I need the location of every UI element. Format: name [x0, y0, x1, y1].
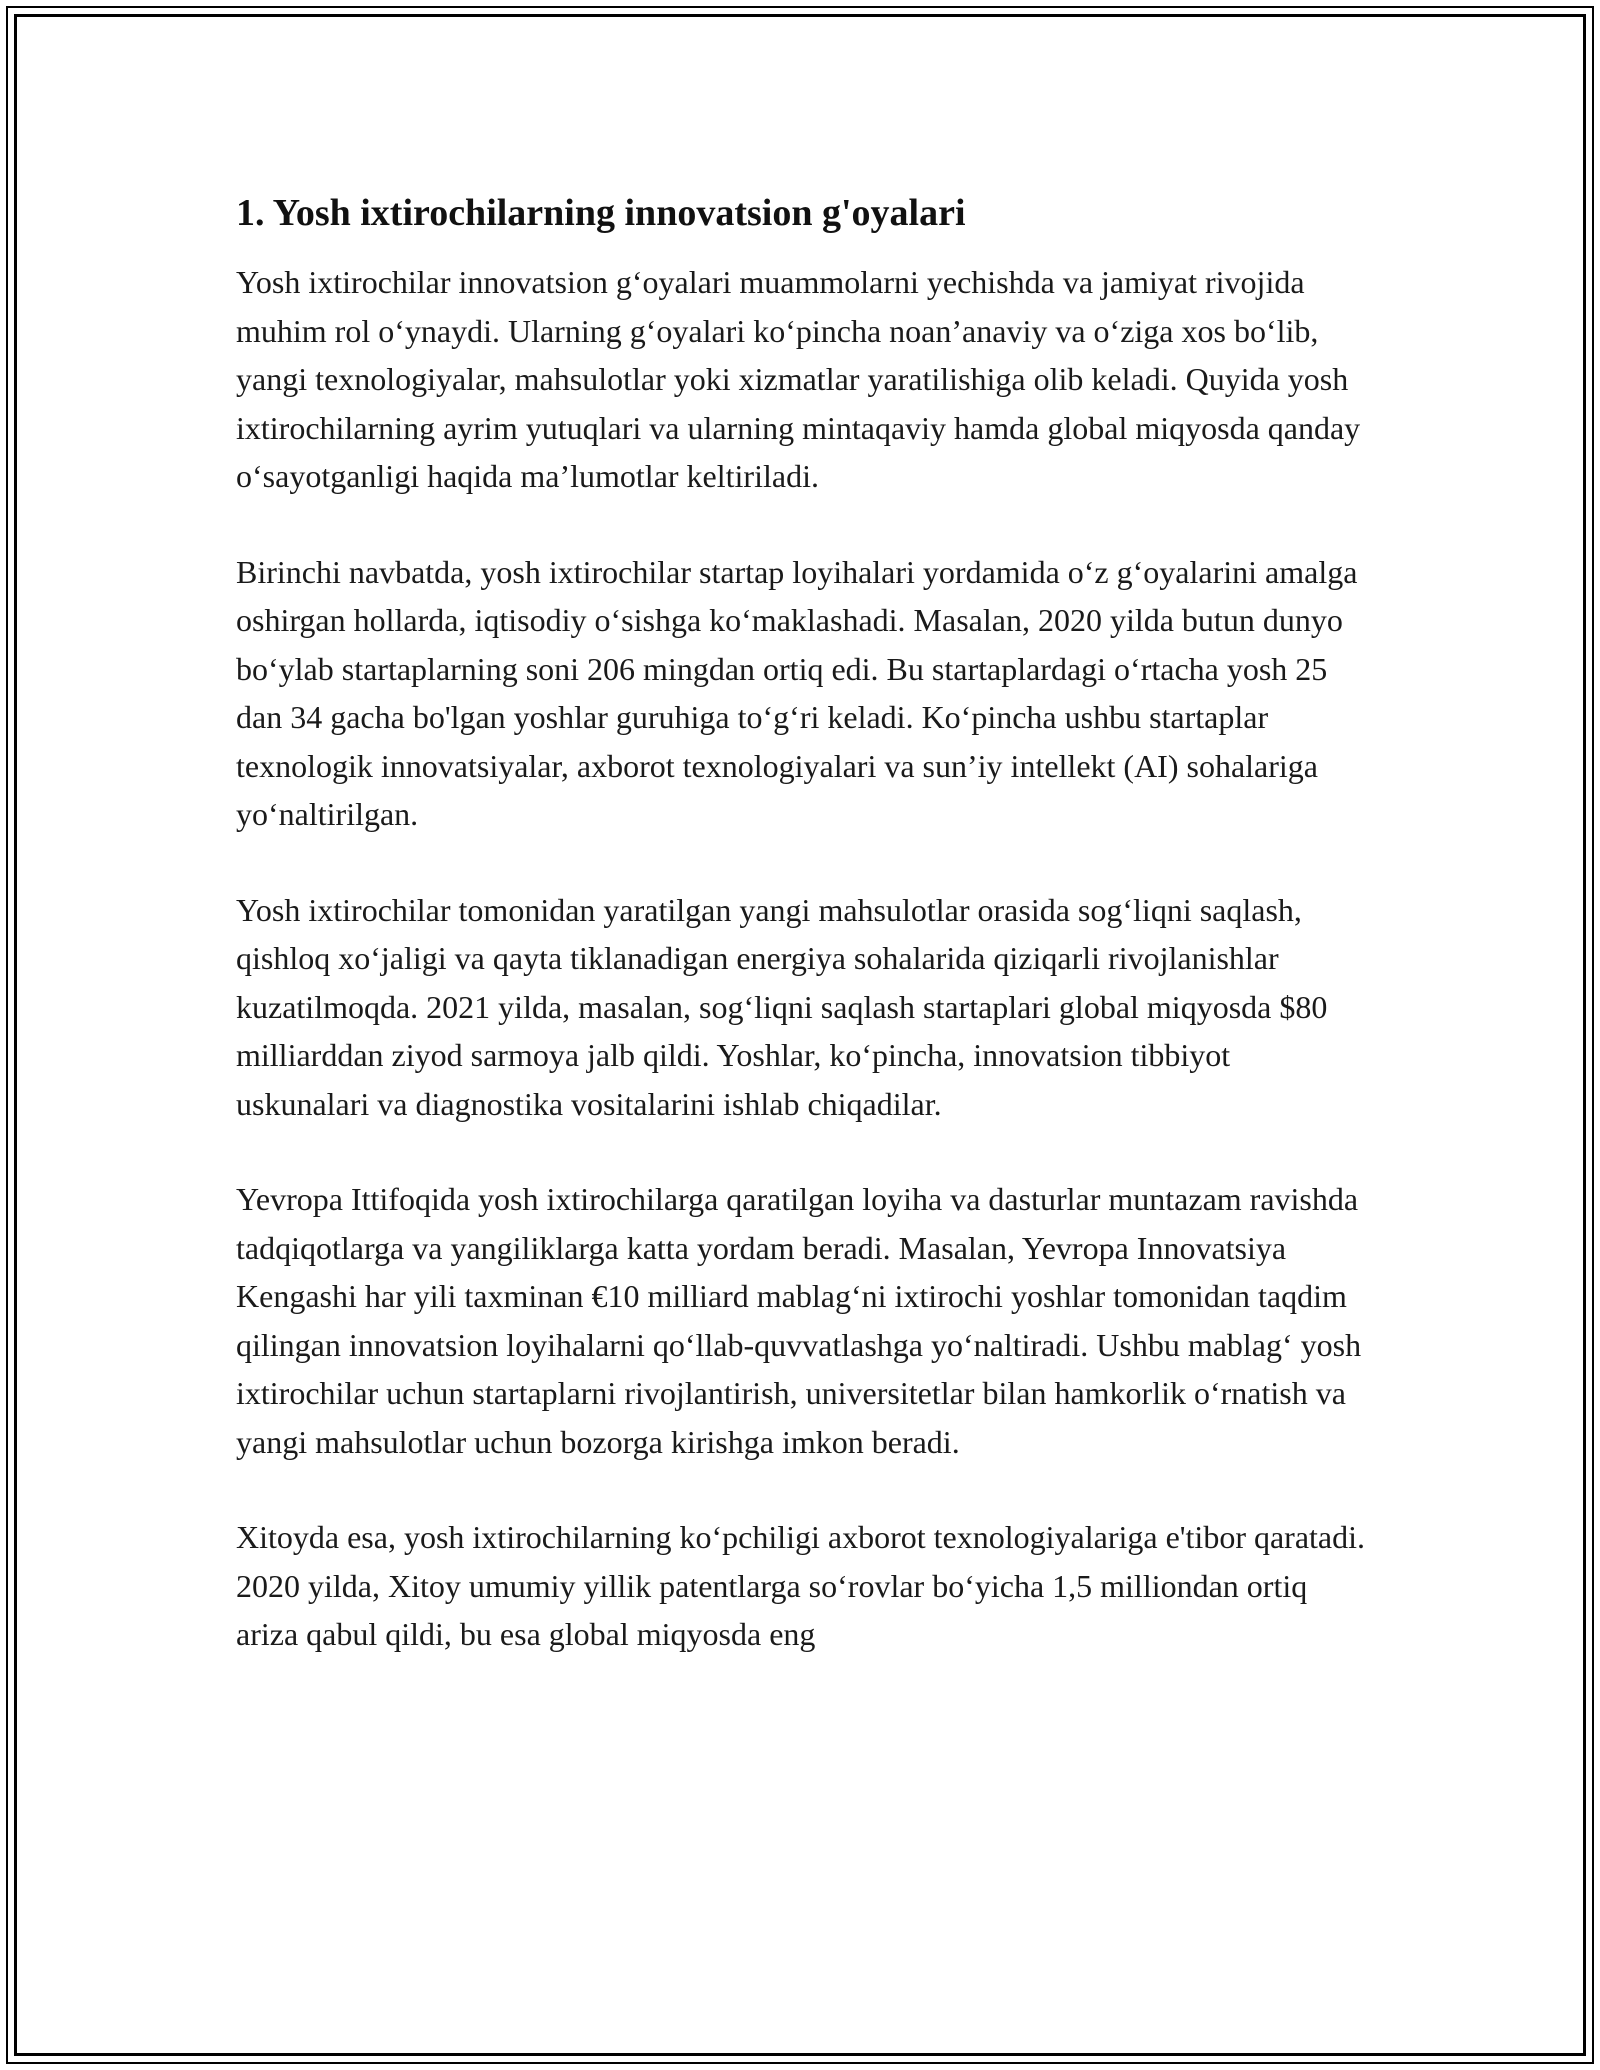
section-heading: 1. Yosh ixtirochilarning innovatsion g'oyalari [236, 192, 966, 234]
paragraph-healthcare: Yosh ixtirochilar tomonidan yaratilgan yangi mahsulotlar orasida sog‘liqni saqlash, qishloq xo‘jaligi va qayta tiklanadigan energiya sohalarida qiziqarli rivojlanishlar kuzatilmoqda. 2021 yilda, masalan, sog‘liqni saqlash startaplari global miqyosda $80 milliarddan ziyod sarmoya jalb qildi. Yoshlar, ko‘pincha, innovatsion tibbiyot uskunalari va diagnostika vositalarini ishlab chiqadilar. [236, 891, 1328, 1122]
paragraph-startups: Birinchi navbatda, yosh ixtirochilar startap loyihalari yordamida o‘z g‘oyalarini amalga oshirgan hollarda, iqtisodiy o‘sishga ko‘maklashadi. Masalan, 2020 yilda butun dunyo bo‘ylab startaplarning soni 206 mingdan ortiq edi. Bu startaplardagi o‘rtacha yosh 25 dan 34 gacha bo'lgan yoshlar guruhiga to‘g‘ri keladi. Ko‘pincha ushbu startaplar texnologik innovatsiyalar, axborot texnologiyalari va sun’iy intellekt (AI) sohalariga yo‘naltirilgan. [236, 553, 1358, 832]
paragraph-intro: Yosh ixtirochilar innovatsion g‘oyalari muammolarni yechishda va jamiyat rivojida muhim rol o‘ynaydi. Ularning g‘oyalari ko‘pincha noan’anaviy va o‘ziga xos bo‘lib, yangi texnologiyalar, mahsulotlar yoki xizmatlar yaratilishiga olib keladi. Quyida yosh ixtirochilarning ayrim yutuqlari va ularning mintaqaviy hamda global miqyosda qanday o‘sayotganligi haqida ma’lumotlar keltiriladi. [236, 264, 1361, 494]
document-body [236, 188, 1366, 1706]
paragraph-china: Xitoyda esa, yosh ixtirochilarning ko‘pchiligi axborot texnologiyalariga e'tibor qaratadi. 2020 yilda, Xitoy umumiy yillik patentlarga so‘rovlar bo‘yicha 1,5 milliondan ortiq ariza qabul qildi, bu esa global miqyosda eng [236, 1519, 1366, 1652]
paragraph-european-union: Yevropa Ittifoqida yosh ixtirochilarga qaratilgan loyiha va dasturlar muntazam ravishda tadqiqotlarga va yangiliklarga katta yordam beradi. Masalan, Yevropa Innovatsiya Kengashi har yili taxminan €10 milliard mablag‘ni ixtirochi yoshlar tomonidan taqdim qilingan innovatsion loyihalarni qo‘llab-quvvatlashga yo‘naltiradi. Ushbu mablag‘ yosh ixtirochilar uchun startaplarni rivojlantirish, universitetlar bilan hamkorlik o‘rnatish va yangi mahsulotlar uchun bozorga kirishga imkon beradi. [236, 1181, 1362, 1460]
